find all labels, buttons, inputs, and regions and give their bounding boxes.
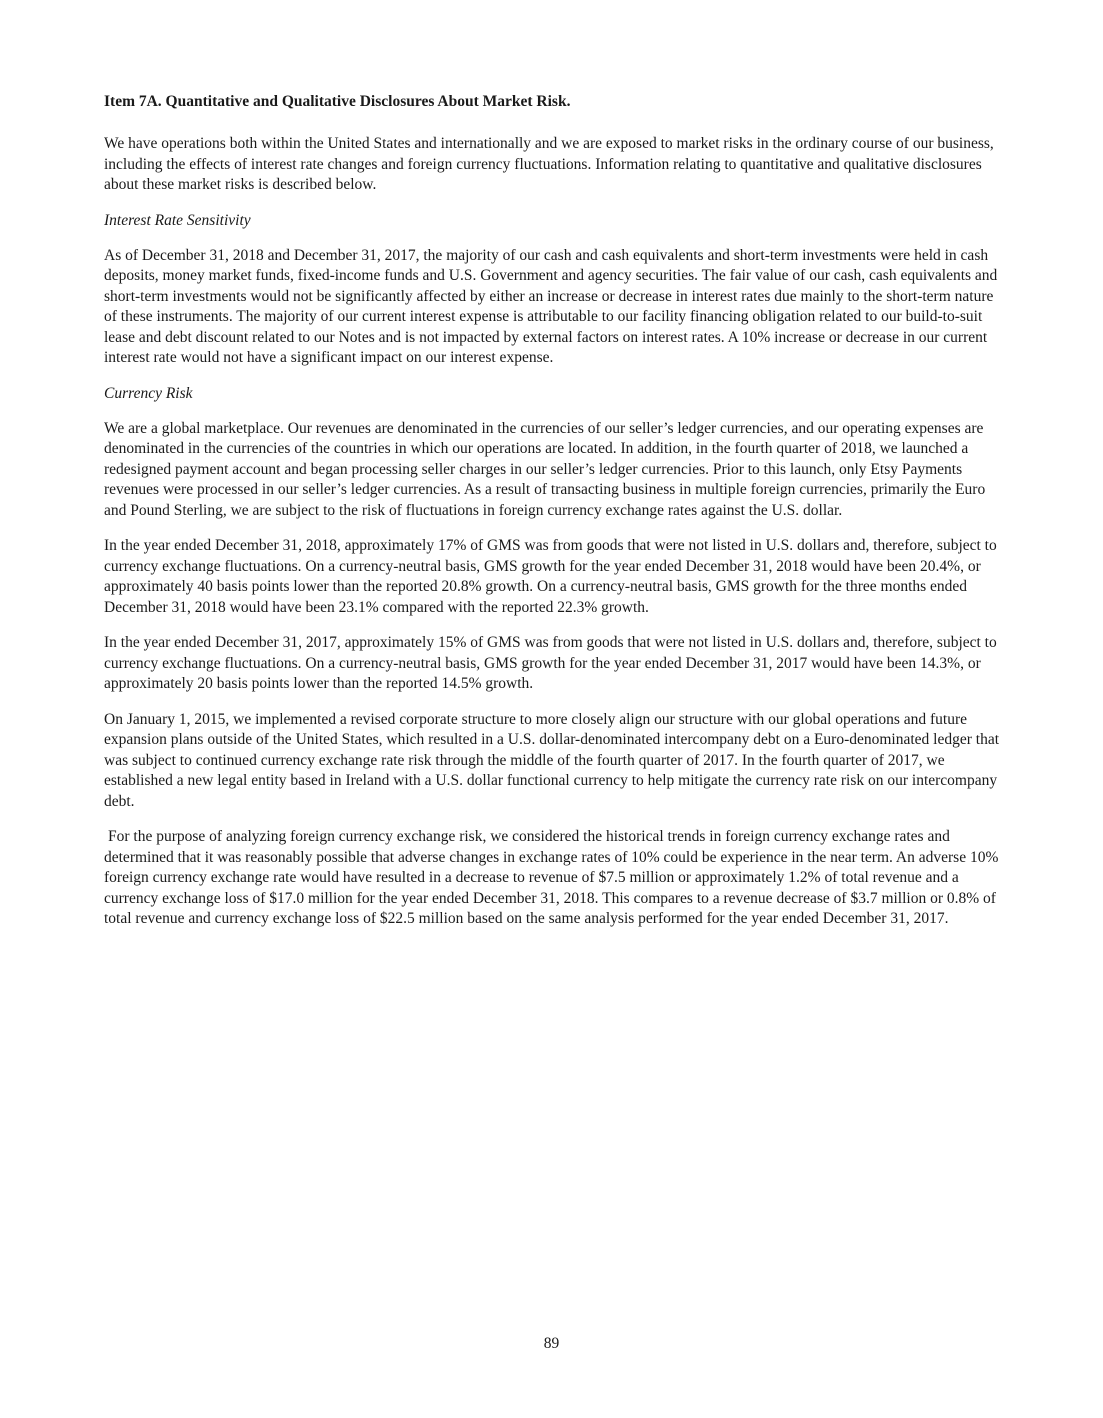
document-page — [104, 92, 1004, 945]
interest-rate-paragraph: As of December 31, 2018 and December 31, 2017, the majority of our cash and cash equivalents and short-term investments were held in cash deposits, money market funds, fixed-income funds and U.S. Government and agency securities. The fair value of our cash, cash equivalents and short-term investments would not be significantly affected by either an increase or decrease in interest rates due mainly to the short-term nature of these instruments. The majority of our current interest expense is attributable to our facility financing obligation related to our build-to-suit lease and debt discount related to our Notes and is not impacted by external factors on interest rates. A 10% increase or decrease in our current interest rate would not have a significant impact on our interest expense. — [104, 246, 998, 366]
interest-rate-subheading: Interest Rate Sensitivity — [104, 211, 251, 229]
currency-risk-subheading: Currency Risk — [104, 384, 193, 402]
exchange-risk-analysis-paragraph: For the purpose of analyzing foreign currency exchange risk, we considered the historical trends in foreign currency exchange rates and determined that it was reasonably possible that adverse changes in exchange rates of 10% could be experience in the near term. An adverse 10% foreign currency exchange rate would have resulted in a decrease to revenue of $7.5 million or approximately 1.2% of total revenue and a currency exchange loss of $17.0 million for the year ended December 31, 2018. This compares to a revenue decrease of $3.7 million or 0.8% of total revenue and currency exchange loss of $22.5 million based on the same analysis performed for the year ended December 31, 2017. — [104, 828, 999, 927]
gms-2017-paragraph: In the year ended December 31, 2017, approximately 15% of GMS was from goods that were not listed in U.S. dollars and, therefore, subject to currency exchange fluctuations. On a currency-neutral basis, GMS growth for the year ended December 31, 2017 would have been 14.3%, or approximately 20 basis points lower than the reported 14.5% growth. — [104, 634, 997, 692]
corporate-structure-paragraph: On January 1, 2015, we implemented a revised corporate structure to more closely align our structure with our global operations and future expansion plans outside of the United States, which resulted in a U.S. dollar-denominated intercompany debt on a Euro-denominated ledger that was subject to continued currency exchange rate risk through the middle of the fourth quarter of 2017. In the fourth quarter of 2017, we established a new legal entity based in Ireland with a U.S. dollar functional currency to help mitigate the currency rate risk on our intercompany debt. — [104, 710, 1000, 810]
currency-risk-paragraph: We are a global marketplace. Our revenues are denominated in the currencies of our seller’s ledger currencies, and our operating expenses are denominated in the currencies of the countries in which our operations are located. In addition, in the fourth quarter of 2018, we launched a redesigned payment account and began processing seller charges in our seller’s ledger currencies. Prior to this launch, only Etsy Payments revenues were processed in our seller’s ledger currencies. As a result of transacting business in multiple foreign currencies, primarily the Euro and Pound Sterling, we are subject to the risk of fluctuations in foreign currency exchange rates against the U.S. dollar. — [104, 419, 986, 519]
gms-2018-paragraph: In the year ended December 31, 2018, approximately 17% of GMS was from goods that were not listed in U.S. dollars and, therefore, subject to currency exchange fluctuations. On a currency-neutral basis, GMS growth for the year ended December 31, 2018 would have been 20.4%, or approximately 40 basis points lower than the reported 20.8% growth. On a currency-neutral basis, GMS growth for the three months ended December 31, 2018 would have been 23.1% compared with the reported 22.3% growth. — [104, 537, 997, 616]
intro-paragraph: We have operations both within the United States and internationally and we are exposed to market risks in the ordinary course of our business, including the effects of interest rate changes and foreign currency fluctuations. Information relating to quantitative and qualitative disclosures about these market risks is described below. — [104, 135, 994, 193]
page-number: 89 — [543, 1335, 560, 1352]
section-heading: Item 7A. Quantitative and Qualitative Disclosures About Market Risk. — [104, 93, 571, 110]
